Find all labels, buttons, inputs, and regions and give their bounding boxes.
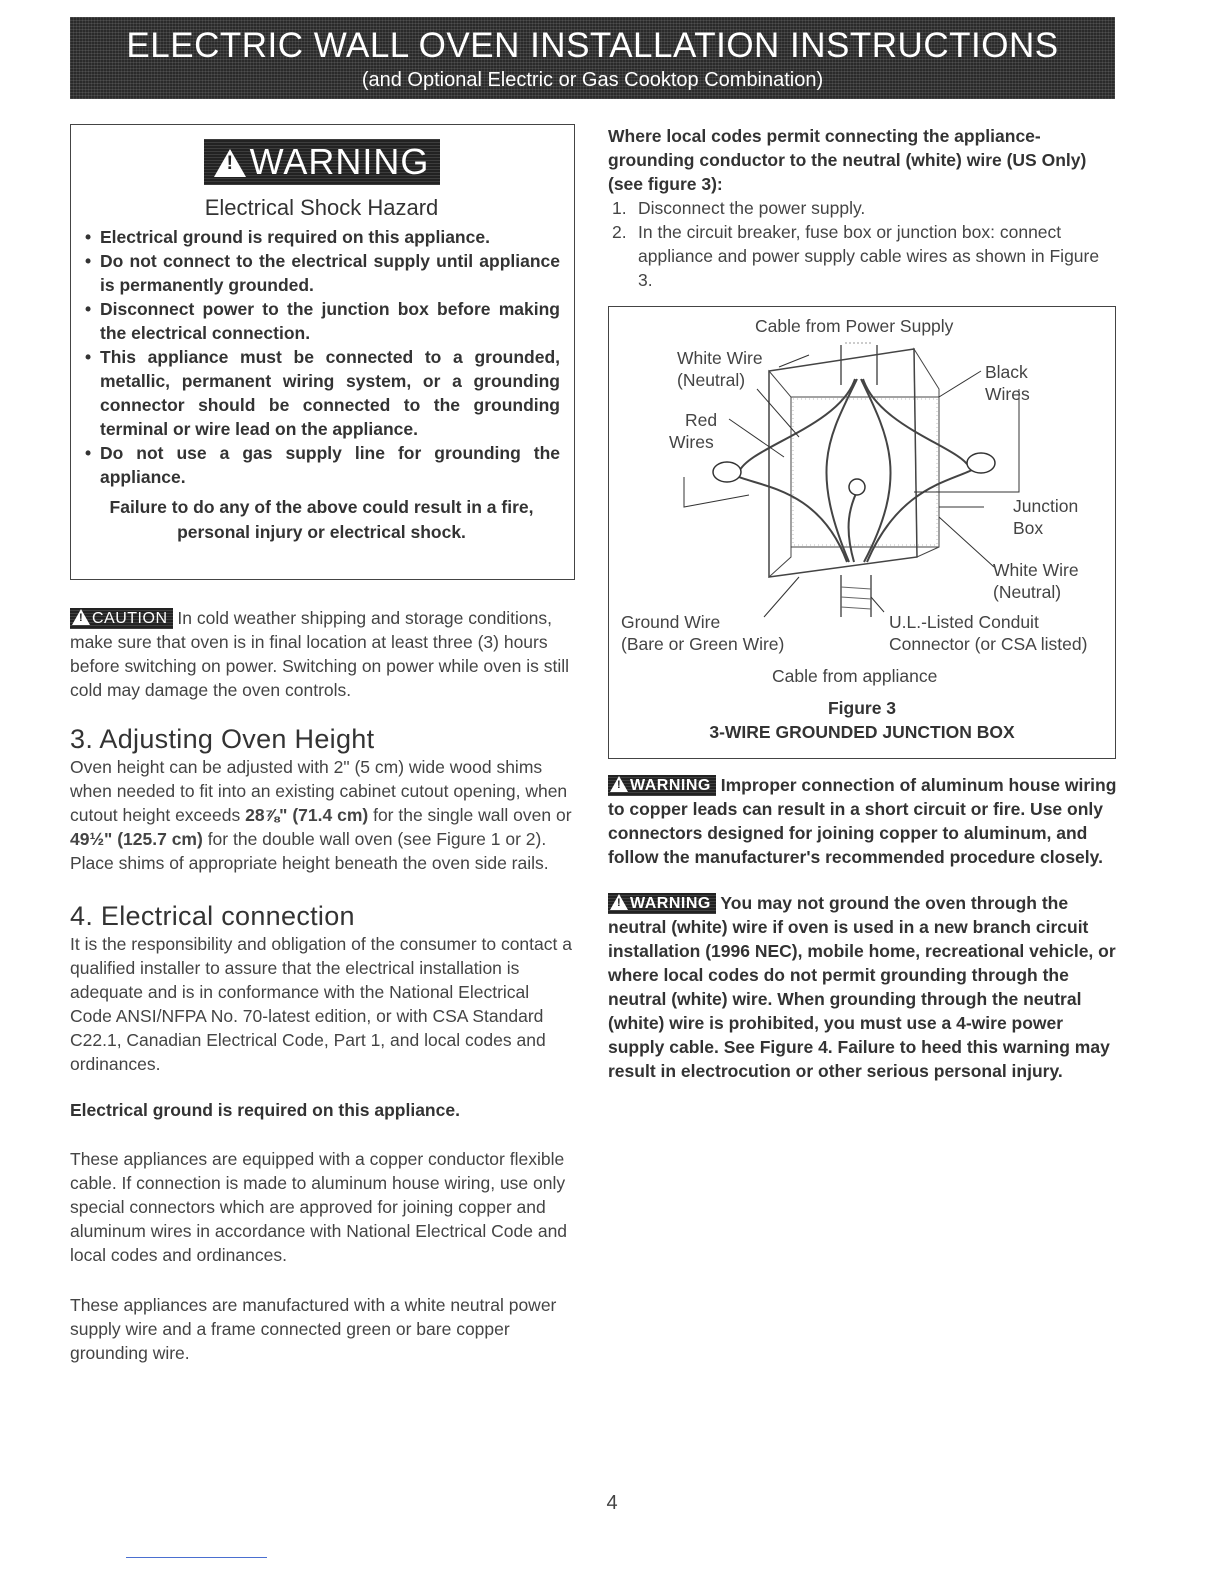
- footer-divider: [126, 1557, 267, 1558]
- warning-badge-small-label: WARNING: [630, 777, 711, 794]
- warning-badge-label: WARNING: [249, 141, 430, 182]
- label-ul-listed: U.L.-Listed Conduit: [889, 612, 1039, 632]
- caution-text: In cold weather shipping and storage conditions, make sure that oven is in final location at least three (3) hours before switching on power. Switching on power while oven is still cold may damage the oven controls.: [70, 608, 570, 700]
- warning-triangle-icon: [610, 894, 628, 910]
- section-3-text-a: Oven height can be adjusted with 2" (5 cm) wide wood shims when needed to fit into an existing cabinet cutout opening, when cutout height exceeds: [70, 757, 568, 825]
- warning-badge-small-label: WARNING: [630, 895, 711, 912]
- label-red-wires: Wires: [669, 432, 714, 452]
- warning-badge-small: [608, 775, 716, 796]
- label-ground-wire: Ground Wire: [621, 612, 721, 632]
- caution-paragraph: [70, 606, 570, 702]
- warning-triangle-icon: [214, 149, 246, 177]
- ground-required-note: Electrical ground is required on this appliance.: [70, 1100, 460, 1120]
- copper-cable-paragraph: These appliances are equipped with a copper conductor flexible cable. If connection is made to aluminum house wiring, use only special connectors which are approved for joining copper and aluminum wires in accordance with National Electrical Code and local codes and ordinances.: [70, 1149, 568, 1265]
- right-column: [608, 124, 1118, 1083]
- hazard-bullet: • This appliance must be connected to a grounded, metallic, permanent wiring system, or a grounding connector should be connected to the grounding terminal or wire lead on the appliance.: [83, 345, 560, 441]
- label-junction: Junction: [1013, 496, 1079, 516]
- step-text: Disconnect the power supply.: [638, 198, 866, 218]
- left-column: [70, 124, 575, 1365]
- step-text: In the circuit breaker, fuse box or junction box: connect appliance and power supply cable wires as shown in Figure 3.: [638, 222, 1100, 290]
- cutout-height-single: 28⅞" (71.4 cm): [245, 805, 369, 825]
- warning-badge-small: [608, 893, 716, 914]
- aluminum-warning-text: Improper connection of aluminum house wiring to copper leads can result in a short circuit or fire. Use only connectors designed for joining copper to aluminum, and follow the manufacturer's recommended procedure closely.: [608, 775, 1117, 867]
- figure-3-box: [608, 306, 1116, 759]
- figure-title: 3-WIRE GROUNDED JUNCTION BOX: [709, 722, 1015, 742]
- label-cable-from-appliance: Cable from appliance: [772, 666, 938, 686]
- page-subtitle: (and Optional Electric or Gas Cooktop Combination): [361, 69, 824, 91]
- caution-badge-label: CAUTION: [92, 610, 168, 627]
- warning-badge: [204, 139, 440, 185]
- label-red: Red: [685, 410, 718, 430]
- page-title: ELECTRIC WALL OVEN INSTALLATION INSTRUCTIONS: [126, 26, 1059, 65]
- label-cable-from-power-supply: Cable from Power Supply: [755, 316, 954, 336]
- label-neutral-top: (Neutral): [677, 370, 746, 390]
- page-number: 4: [606, 1492, 618, 1514]
- failure-statement: Failure to do any of the above could result in a fire, personal injury or electrical shock.: [109, 497, 534, 542]
- neutral-grounding-heading: Where local codes permit connecting the appliance-grounding conductor to the neutral (white) wire (US Only) (see figure 3):: [608, 126, 1087, 194]
- aluminum-warning: [608, 773, 1118, 869]
- label-box: Box: [1013, 518, 1044, 538]
- hazard-bullet-list: [83, 225, 560, 489]
- label-black-wires: Wires: [985, 384, 1030, 404]
- section-4-text: It is the responsibility and obligation of the consumer to contact a qualified installer to assure that the electrical installation is adequate and is in conformance with the National Electrical Code ANSI/NFPA No. 70-latest edition, or with CSA Standard C22.1, Canadian Electrical Code, Part 1, and local codes and ordinances.: [70, 934, 572, 1074]
- section-3-text: [70, 755, 575, 875]
- caution-badge: [70, 608, 173, 629]
- label-black: Black: [985, 362, 1028, 382]
- neutral-wire-paragraph: These appliances are manufactured with a white neutral power supply wire and a frame connected green or bare copper grounding wire.: [70, 1295, 557, 1363]
- label-white-wire-bottom: White Wire: [993, 560, 1079, 580]
- cutout-height-double: 49½" (125.7 cm): [70, 829, 203, 849]
- neutral-ground-warning: [608, 891, 1118, 1083]
- label-neutral-bottom: (Neutral): [993, 582, 1062, 602]
- step-number: 2.: [612, 222, 627, 242]
- hazard-bullet: • Do not connect to the electrical supply until appliance is permanently grounded.: [83, 249, 560, 297]
- section-4-heading: 4. Electrical connection: [70, 901, 355, 931]
- label-white-wire-top: White Wire: [677, 348, 763, 368]
- step-item: [608, 196, 1118, 220]
- section-3-text-c: for the double wall oven (see Figure 1 or 2). Place shims of appropriate height beneath the oven side rails.: [70, 829, 549, 873]
- label-connector: Connector (or CSA listed): [889, 634, 1088, 654]
- steps-list: [608, 196, 1118, 292]
- section-3-text-b: for the single wall oven or: [368, 805, 572, 825]
- warning-triangle-icon: [72, 609, 90, 625]
- hazard-title: Electrical Shock Hazard: [204, 195, 439, 220]
- warning-triangle-icon: [610, 776, 628, 792]
- neutral-ground-warning-text: You may not ground the oven through the neutral (white) wire if oven is used in a new branch circuit installation (1996 NEC), mobile home, recreational vehicle, or where local codes do not permit grounding through the neutral (white) wire. When grounding through the neutral (white) wire is prohibited, you must use a 4-wire power supply cable. See Figure 4. Failure to heed this warning may result in electrocution or other serious personal injury.: [608, 893, 1116, 1081]
- label-bare-or-green: (Bare or Green Wire): [621, 634, 785, 654]
- step-number: 1.: [612, 198, 627, 218]
- figure-number: Figure 3: [827, 698, 897, 718]
- hazard-bullet: • Disconnect power to the junction box before making the electrical connection.: [83, 297, 560, 345]
- hazard-bullet: • Electrical ground is required on this appliance.: [83, 225, 560, 249]
- warning-box: [70, 124, 575, 580]
- header-banner: [70, 17, 1115, 99]
- hazard-bullet: • Do not use a gas supply line for grounding the appliance.: [83, 441, 560, 489]
- section-3-heading: 3. Adjusting Oven Height: [70, 724, 375, 754]
- step-item: [608, 220, 1118, 292]
